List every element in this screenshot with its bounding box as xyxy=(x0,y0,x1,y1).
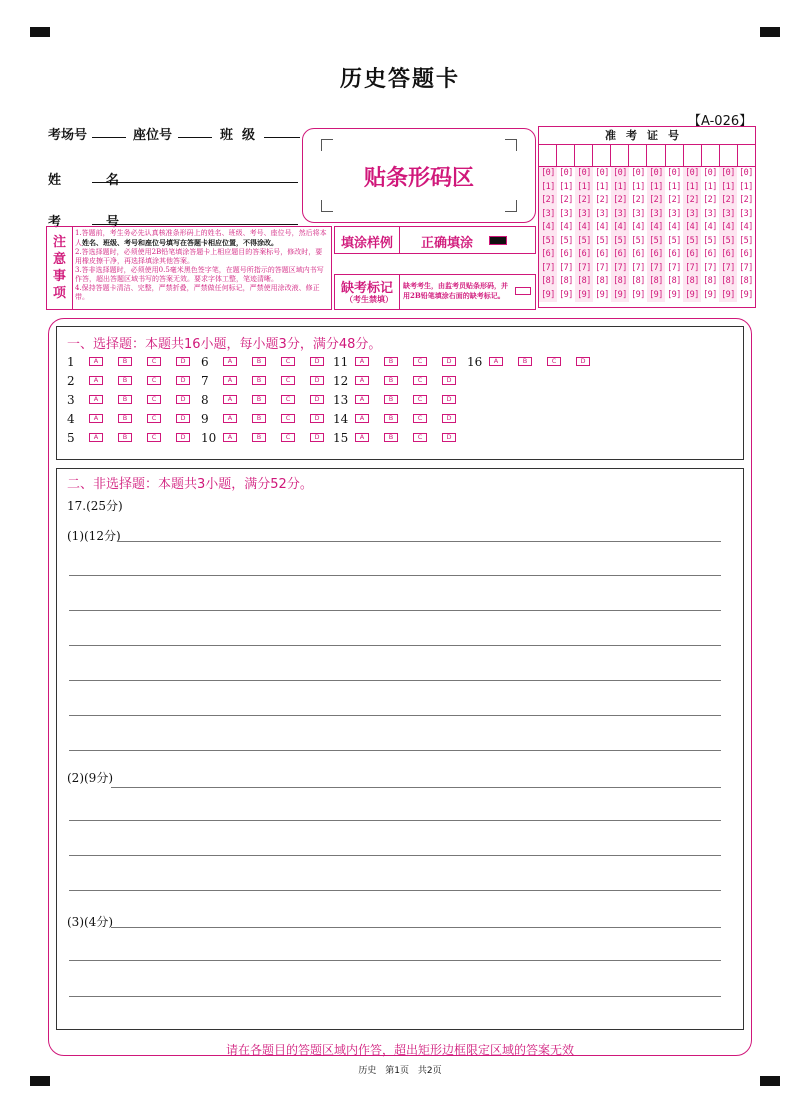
fill-sample-panel xyxy=(334,226,536,310)
admission-digit-cell[interactable] xyxy=(575,145,593,166)
admission-digit-bubble[interactable]: [7] xyxy=(667,262,681,273)
admission-digit-bubble[interactable]: [6] xyxy=(649,249,663,259)
exam-room-label: 考场号 xyxy=(48,128,88,143)
admission-digit-bubble[interactable]: [3] xyxy=(613,208,627,219)
admission-digit-cell[interactable] xyxy=(593,145,611,166)
admission-digit-bubble[interactable]: [0] xyxy=(667,168,681,178)
choice-option-a-bubble[interactable]: A xyxy=(355,433,369,442)
choice-question-number: 1 xyxy=(67,355,75,369)
admission-digit-cell[interactable] xyxy=(647,145,665,166)
choice-option-d-bubble[interactable]: D xyxy=(176,376,190,385)
admission-digit-bubble[interactable]: [2] xyxy=(649,195,663,205)
admission-digit-bubble[interactable]: [3] xyxy=(595,208,609,219)
choice-question-number: 3 xyxy=(67,393,75,407)
barcode-area-label: 贴条形码区 xyxy=(363,165,474,191)
choice-option-a-bubble[interactable]: A xyxy=(89,376,103,385)
choice-option-d-bubble[interactable]: D xyxy=(176,357,190,366)
admission-digit-bubble[interactable]: [9] xyxy=(685,289,699,300)
choice-option-c-bubble[interactable]: C xyxy=(413,414,427,423)
admission-digit-bubble[interactable]: [5] xyxy=(541,235,555,246)
choice-option-b-bubble[interactable]: B xyxy=(118,357,132,366)
choice-option-c-bubble[interactable]: C xyxy=(413,357,427,366)
choice-option-c-bubble[interactable]: C xyxy=(281,414,295,423)
corner-mark xyxy=(321,139,333,151)
choice-option-a-bubble[interactable]: A xyxy=(355,414,369,423)
admission-digit-bubble[interactable]: [8] xyxy=(541,276,555,286)
admission-digit-bubble[interactable]: [3] xyxy=(577,208,591,219)
admission-digit-bubble[interactable]: [6] xyxy=(685,249,699,259)
admission-digit-bubble[interactable]: [3] xyxy=(541,208,555,219)
choice-option-c-bubble[interactable]: C xyxy=(547,357,561,366)
admission-digit-bubble[interactable]: [7] xyxy=(703,262,717,273)
admission-digit-cell[interactable] xyxy=(720,145,738,166)
admission-digit-bubble[interactable]: [2] xyxy=(685,195,699,205)
choice-option-c-bubble[interactable]: C xyxy=(281,395,295,404)
admission-digit-cell[interactable] xyxy=(611,145,629,166)
admission-digit-bubble[interactable]: [6] xyxy=(541,249,555,259)
note-item-2: 2.答选择题时，必须使用2B铅笔填涂答题卡上相应题目的答案标号，修改时，要用橡皮擦干净，再选择填涂其他答案。 xyxy=(75,248,323,265)
choice-option-a-bubble[interactable]: A xyxy=(223,433,237,442)
absent-instruction: 缺考考生，由监考员贴条形码，并用2B铅笔填涂右面的缺考标记。 xyxy=(403,281,508,300)
answer-line[interactable] xyxy=(69,960,721,961)
choice-option-d-bubble[interactable]: D xyxy=(176,395,190,404)
admission-digit-bubble[interactable]: [1] xyxy=(667,181,681,192)
admission-digit-bubble[interactable]: [0] xyxy=(595,168,609,178)
admission-digit-column xyxy=(611,167,629,302)
admission-digit-bubble[interactable]: [6] xyxy=(559,249,573,259)
answer-line[interactable] xyxy=(117,541,721,542)
paper-code: 【A-026】 xyxy=(688,114,753,129)
notes-side-title xyxy=(47,227,73,309)
admission-digit-bubble[interactable]: [3] xyxy=(559,208,573,219)
admission-digit-bubble[interactable]: [1] xyxy=(685,181,699,192)
answer-line[interactable] xyxy=(69,715,721,716)
choice-option-b-bubble[interactable]: B xyxy=(384,357,398,366)
note-item-1: 1.答题前，考生务必先认真核准条形码上的姓名、班级、考号、座位号，然后将本人 xyxy=(75,229,327,247)
admission-digit-bubble[interactable]: [2] xyxy=(541,195,555,205)
choice-option-a-bubble[interactable]: A xyxy=(355,357,369,366)
filled-sample-mark xyxy=(489,236,507,245)
page-title: 历史答题卡 xyxy=(339,66,460,92)
admission-digit-column xyxy=(665,167,683,302)
admission-digit-bubble[interactable]: [4] xyxy=(541,222,555,232)
exam-room-field[interactable] xyxy=(92,124,126,138)
choice-option-d-bubble[interactable]: D xyxy=(176,414,190,423)
admission-digit-bubble[interactable]: [1] xyxy=(577,181,591,192)
choice-question-number: 14 xyxy=(333,412,349,426)
admission-digit-bubble[interactable]: [1] xyxy=(613,181,627,192)
fill-sample-row xyxy=(334,226,536,254)
choice-option-b-bubble[interactable]: B xyxy=(252,395,266,404)
admission-digit-bubble[interactable]: [8] xyxy=(739,276,753,286)
admission-digit-bubble[interactable]: [4] xyxy=(721,222,735,232)
admission-number-header: 准考证号 xyxy=(539,127,755,145)
answer-line[interactable] xyxy=(69,680,721,681)
fill-sample-label: 填涂样例 xyxy=(341,236,394,251)
admission-digit-bubble[interactable]: [5] xyxy=(667,235,681,246)
choice-option-d-bubble[interactable]: D xyxy=(442,357,456,366)
admission-digit-bubble[interactable]: [2] xyxy=(559,195,573,205)
admission-digit-bubble[interactable]: [0] xyxy=(649,168,663,178)
exam-number-label: 考 号 xyxy=(48,215,132,230)
answer-line[interactable] xyxy=(69,890,721,891)
admission-digit-bubble[interactable]: [1] xyxy=(541,181,555,192)
choice-option-c-bubble[interactable]: C xyxy=(147,395,161,404)
page-footer: 历史 第1页 共2页 xyxy=(358,1066,442,1076)
admission-digit-bubble[interactable]: [8] xyxy=(631,276,645,286)
admission-digit-bubble[interactable]: [0] xyxy=(613,168,627,178)
choice-option-a-bubble[interactable]: A xyxy=(223,376,237,385)
choice-section xyxy=(56,326,744,460)
barcode-area xyxy=(302,128,536,223)
choice-option-b-bubble[interactable]: B xyxy=(252,433,266,442)
admission-digit-cell[interactable] xyxy=(738,145,755,166)
sub-question-3-label: (3)(4分) xyxy=(67,915,113,929)
admission-digit-cell[interactable] xyxy=(629,145,647,166)
choice-option-c-bubble[interactable]: C xyxy=(413,395,427,404)
notes-box xyxy=(46,226,332,310)
choice-question-number: 6 xyxy=(201,355,209,369)
note-item-4: 4.保持答题卡清洁、完整，严禁折叠，严禁做任何标记，严禁使用涂改液、修正带。 xyxy=(75,284,320,301)
admission-digit-bubble[interactable]: [3] xyxy=(667,208,681,219)
choice-question-number: 15 xyxy=(333,431,349,445)
seat-label: 座位号 xyxy=(133,128,173,143)
admission-digit-bubble[interactable]: [0] xyxy=(559,168,573,178)
choice-option-b-bubble[interactable]: B xyxy=(384,433,398,442)
admission-digit-bubble[interactable]: [7] xyxy=(577,262,591,273)
admission-digit-bubble[interactable]: [3] xyxy=(739,208,753,219)
choice-option-d-bubble[interactable]: D xyxy=(176,433,190,442)
choice-question-number: 8 xyxy=(201,393,209,407)
admission-digit-bubble[interactable]: [1] xyxy=(595,181,609,192)
absent-sublabel: （考生禁填） xyxy=(345,294,393,304)
sub-question-2-label: (2)(9分) xyxy=(67,771,113,785)
note-item-1-bold: 姓名、班级、考号和座位号填写在答题卡相应位置，不得涂改。 xyxy=(82,238,278,247)
absent-label: 缺考标记 xyxy=(341,281,394,296)
admission-digit-bubble[interactable]: [2] xyxy=(721,195,735,205)
choice-question-number: 5 xyxy=(67,431,75,445)
notes-side-char: 项 xyxy=(52,286,66,301)
choice-option-b-bubble[interactable]: B xyxy=(118,414,132,423)
choice-option-c-bubble[interactable]: C xyxy=(413,433,427,442)
admission-digit-bubble[interactable]: [4] xyxy=(631,222,645,232)
admission-digit-bubble[interactable]: [5] xyxy=(631,235,645,246)
answer-line[interactable] xyxy=(111,787,721,788)
admission-digit-bubble[interactable]: [1] xyxy=(631,181,645,192)
admission-digit-bubble[interactable]: [9] xyxy=(559,289,573,300)
admission-digit-bubble[interactable]: [4] xyxy=(703,222,717,232)
admission-digit-bubble[interactable]: [0] xyxy=(541,168,555,178)
admission-digit-bubble[interactable]: [0] xyxy=(577,168,591,178)
choice-option-c-bubble[interactable]: C xyxy=(147,433,161,442)
registration-mark-top-left xyxy=(30,27,50,37)
admission-digit-bubble[interactable]: [4] xyxy=(739,222,753,232)
admission-digit-bubble[interactable]: [1] xyxy=(703,181,717,192)
admission-digit-bubble[interactable]: [7] xyxy=(541,262,555,273)
correct-fill-label: 正确填涂 xyxy=(421,236,474,251)
divider xyxy=(399,227,400,253)
admission-digit-bubble[interactable]: [9] xyxy=(703,289,717,300)
admission-digit-bubble[interactable]: [4] xyxy=(667,222,681,232)
admission-digit-cell[interactable] xyxy=(666,145,684,166)
choice-option-d-bubble[interactable]: D xyxy=(442,376,456,385)
admission-digit-bubble[interactable]: [9] xyxy=(613,289,627,300)
admission-digit-column xyxy=(539,167,557,302)
admission-digit-bubble[interactable]: [4] xyxy=(685,222,699,232)
admission-digit-bubble[interactable]: [2] xyxy=(739,195,753,205)
admission-digit-bubble[interactable]: [9] xyxy=(739,289,753,300)
admission-digit-bubble[interactable]: [1] xyxy=(649,181,663,192)
choice-option-b-bubble[interactable]: B xyxy=(518,357,532,366)
admission-digit-bubble[interactable]: [5] xyxy=(739,235,753,246)
choice-option-b-bubble[interactable]: B xyxy=(384,376,398,385)
admission-digit-bubble[interactable]: [3] xyxy=(685,208,699,219)
choice-option-b-bubble[interactable]: B xyxy=(384,414,398,423)
admission-digit-bubble[interactable]: [2] xyxy=(703,195,717,205)
registration-mark-bottom-left xyxy=(30,1076,50,1086)
admission-digit-bubble[interactable]: [8] xyxy=(721,276,735,286)
admission-digit-bubble[interactable]: [6] xyxy=(739,249,753,259)
choice-section-header: 一、选择题：本题共16小题，每小题3分，满分48分。 xyxy=(67,337,382,352)
choice-option-a-bubble[interactable]: A xyxy=(89,433,103,442)
choice-question-number: 13 xyxy=(333,393,349,407)
admission-number-cells xyxy=(539,145,755,167)
exam-number-field[interactable] xyxy=(92,211,298,225)
choice-option-a-bubble[interactable]: A xyxy=(355,395,369,404)
open-section-header: 二、非选择题：本题共3小题，满分52分。 xyxy=(67,477,313,492)
admission-digit-bubble[interactable]: [0] xyxy=(703,168,717,178)
corner-mark xyxy=(321,200,333,212)
admission-digit-column xyxy=(701,167,719,302)
admission-digit-bubble[interactable]: [3] xyxy=(631,208,645,219)
admission-digit-bubble[interactable]: [9] xyxy=(541,289,555,300)
admission-digit-column xyxy=(647,167,665,302)
choice-option-a-bubble[interactable]: A xyxy=(89,395,103,404)
choice-option-d-bubble[interactable]: D xyxy=(576,357,590,366)
admission-digit-bubble[interactable]: [4] xyxy=(595,222,609,232)
sub-question-1-label: (1)(12分) xyxy=(67,529,121,543)
admission-digit-bubble[interactable]: [8] xyxy=(577,276,591,286)
admission-digit-bubble[interactable]: [9] xyxy=(631,289,645,300)
corner-mark xyxy=(505,139,517,151)
admission-digit-bubble[interactable]: [0] xyxy=(631,168,645,178)
choice-option-a-bubble[interactable]: A xyxy=(355,376,369,385)
admission-digit-bubble[interactable]: [6] xyxy=(613,249,627,259)
admission-digit-cell[interactable] xyxy=(557,145,575,166)
admission-digit-bubble[interactable]: [7] xyxy=(613,262,627,273)
choice-option-b-bubble[interactable]: B xyxy=(118,395,132,404)
choice-option-a-bubble[interactable]: A xyxy=(489,357,503,366)
admission-digit-bubble[interactable]: [5] xyxy=(703,235,717,246)
admission-digit-bubble[interactable]: [6] xyxy=(577,249,591,259)
admission-digit-bubble[interactable]: [6] xyxy=(703,249,717,259)
notes-side-char: 事 xyxy=(52,269,66,284)
admission-digit-bubble[interactable]: [5] xyxy=(613,235,627,246)
choice-option-a-bubble[interactable]: A xyxy=(89,414,103,423)
admission-digit-cell[interactable] xyxy=(684,145,702,166)
notes-side-char: 意 xyxy=(52,252,66,267)
admission-number-box xyxy=(538,126,756,308)
admission-digit-bubble[interactable]: [8] xyxy=(685,276,699,286)
admission-digit-bubble[interactable]: [2] xyxy=(667,195,681,205)
admission-number-grid xyxy=(539,167,755,302)
admission-digit-bubble[interactable]: [7] xyxy=(649,262,663,273)
admission-digit-bubble[interactable]: [9] xyxy=(667,289,681,300)
admission-digit-bubble[interactable]: [7] xyxy=(721,262,735,273)
choice-question-number: 16 xyxy=(467,355,483,369)
choice-option-c-bubble[interactable]: C xyxy=(147,376,161,385)
admission-digit-bubble[interactable]: [0] xyxy=(685,168,699,178)
notes-body xyxy=(75,229,329,302)
admission-digit-bubble[interactable]: [3] xyxy=(649,208,663,219)
admission-digit-bubble[interactable]: [8] xyxy=(703,276,717,286)
admission-digit-bubble[interactable]: [5] xyxy=(649,235,663,246)
choice-option-d-bubble[interactable]: D xyxy=(310,433,324,442)
admission-digit-bubble[interactable]: [7] xyxy=(739,262,753,273)
admission-digit-bubble[interactable]: [4] xyxy=(649,222,663,232)
divider xyxy=(399,275,400,309)
admission-digit-bubble[interactable]: [3] xyxy=(703,208,717,219)
choice-question-number: 9 xyxy=(201,412,209,426)
choice-option-a-bubble[interactable]: A xyxy=(89,357,103,366)
choice-option-a-bubble[interactable]: A xyxy=(223,395,237,404)
choice-option-d-bubble[interactable]: D xyxy=(310,357,324,366)
admission-digit-column xyxy=(737,167,755,302)
choice-option-b-bubble[interactable]: B xyxy=(252,357,266,366)
registration-mark-top-right xyxy=(760,27,780,37)
name-label: 姓 名 xyxy=(48,173,132,188)
question-17-label: 17.(25分) xyxy=(67,499,123,513)
choice-question-number: 10 xyxy=(201,431,217,445)
choice-option-d-bubble[interactable]: D xyxy=(310,376,324,385)
choice-option-c-bubble[interactable]: C xyxy=(413,376,427,385)
admission-digit-bubble[interactable]: [6] xyxy=(595,249,609,259)
choice-option-b-bubble[interactable]: B xyxy=(118,433,132,442)
choice-option-c-bubble[interactable]: C xyxy=(281,433,295,442)
admission-digit-bubble[interactable]: [7] xyxy=(559,262,573,273)
answer-line[interactable] xyxy=(69,610,721,611)
admission-digit-bubble[interactable]: [5] xyxy=(595,235,609,246)
admission-digit-bubble[interactable]: [8] xyxy=(667,276,681,286)
admission-digit-cell[interactable] xyxy=(702,145,720,166)
answer-line[interactable] xyxy=(69,645,721,646)
admission-digit-bubble[interactable]: [8] xyxy=(649,276,663,286)
admission-digit-bubble[interactable]: [9] xyxy=(721,289,735,300)
admission-digit-bubble[interactable]: [8] xyxy=(595,276,609,286)
choice-option-b-bubble[interactable]: B xyxy=(384,395,398,404)
admission-digit-bubble[interactable]: [8] xyxy=(613,276,627,286)
admission-digit-bubble[interactable]: [1] xyxy=(739,181,753,192)
choice-option-c-bubble[interactable]: C xyxy=(147,414,161,423)
corner-mark xyxy=(505,200,517,212)
choice-option-b-bubble[interactable]: B xyxy=(252,376,266,385)
admission-digit-bubble[interactable]: [5] xyxy=(721,235,735,246)
answer-line[interactable] xyxy=(69,820,721,821)
choice-option-d-bubble[interactable]: D xyxy=(310,395,324,404)
seat-field[interactable] xyxy=(178,124,212,138)
choice-option-a-bubble[interactable]: A xyxy=(223,414,237,423)
absent-row xyxy=(334,274,536,310)
admission-digit-bubble[interactable]: [4] xyxy=(613,222,627,232)
choice-question-number: 7 xyxy=(201,374,209,388)
class-label: 班 级 xyxy=(220,128,256,143)
choice-question-number: 11 xyxy=(333,355,349,369)
answer-line[interactable] xyxy=(69,996,721,997)
choice-option-c-bubble[interactable]: C xyxy=(147,357,161,366)
admission-digit-bubble[interactable]: [1] xyxy=(559,181,573,192)
admission-digit-bubble[interactable]: [9] xyxy=(577,289,591,300)
choice-option-c-bubble[interactable]: C xyxy=(281,357,295,366)
admission-digit-bubble[interactable]: [2] xyxy=(631,195,645,205)
choice-option-d-bubble[interactable]: D xyxy=(442,433,456,442)
admission-digit-cell[interactable] xyxy=(539,145,557,166)
answer-area-warning: 请在各题目的答题区域内作答，超出矩形边框限定区域的答案无效 xyxy=(225,1043,574,1057)
admission-digit-bubble[interactable]: [7] xyxy=(631,262,645,273)
answer-line[interactable] xyxy=(69,750,721,751)
admission-digit-bubble[interactable]: [9] xyxy=(649,289,663,300)
admission-digit-bubble[interactable]: [0] xyxy=(721,168,735,178)
admission-digit-column xyxy=(719,167,737,302)
answer-line[interactable] xyxy=(111,927,721,928)
choice-option-a-bubble[interactable]: A xyxy=(223,357,237,366)
admission-digit-column xyxy=(629,167,647,302)
answer-line[interactable] xyxy=(69,575,721,576)
choice-option-d-bubble[interactable]: D xyxy=(310,414,324,423)
admission-digit-bubble[interactable]: [5] xyxy=(577,235,591,246)
choice-option-b-bubble[interactable]: B xyxy=(252,414,266,423)
admission-digit-bubble[interactable]: [6] xyxy=(631,249,645,259)
choice-option-b-bubble[interactable]: B xyxy=(118,376,132,385)
admission-digit-bubble[interactable]: [3] xyxy=(721,208,735,219)
admission-digit-bubble[interactable]: [7] xyxy=(595,262,609,273)
admission-digit-bubble[interactable]: [2] xyxy=(613,195,627,205)
answer-line[interactable] xyxy=(69,855,721,856)
admission-digit-bubble[interactable]: [9] xyxy=(595,289,609,300)
admission-digit-bubble[interactable]: [0] xyxy=(739,168,753,178)
admission-digit-bubble[interactable]: [4] xyxy=(559,222,573,232)
admission-digit-column xyxy=(575,167,593,302)
admission-digit-bubble[interactable]: [7] xyxy=(685,262,699,273)
admission-digit-column xyxy=(557,167,575,302)
registration-mark-bottom-right xyxy=(760,1076,780,1086)
admission-digit-bubble[interactable]: [1] xyxy=(721,181,735,192)
admission-digit-bubble[interactable]: [2] xyxy=(577,195,591,205)
choice-question-number: 2 xyxy=(67,374,75,388)
choice-question-number: 4 xyxy=(67,412,75,426)
admission-digit-column xyxy=(683,167,701,302)
class-field[interactable] xyxy=(264,124,300,138)
notes-side-char: 注 xyxy=(52,235,66,250)
choice-option-c-bubble[interactable]: C xyxy=(281,376,295,385)
choice-option-d-bubble[interactable]: D xyxy=(442,414,456,423)
admission-digit-bubble[interactable]: [8] xyxy=(559,276,573,286)
admission-digit-bubble[interactable]: [5] xyxy=(559,235,573,246)
choice-question-number: 12 xyxy=(333,374,349,388)
choice-option-d-bubble[interactable]: D xyxy=(442,395,456,404)
admission-digit-bubble[interactable]: [6] xyxy=(721,249,735,259)
admission-digit-column xyxy=(593,167,611,302)
note-item-3: 3.答非选择题时，必须使用0.5毫米黑色签字笔，在题号所指示的答题区域内书写作答，超出答题区域书写的答案无效。要求字体工整，笔迹清晰。 xyxy=(75,266,324,283)
open-section xyxy=(56,468,744,1030)
admission-digit-bubble[interactable]: [4] xyxy=(577,222,591,232)
absent-checkbox[interactable] xyxy=(515,287,531,295)
admission-digit-bubble[interactable]: [5] xyxy=(685,235,699,246)
admission-digit-bubble[interactable]: [6] xyxy=(667,249,681,259)
name-field[interactable] xyxy=(92,169,298,183)
admission-digit-bubble[interactable]: [2] xyxy=(595,195,609,205)
